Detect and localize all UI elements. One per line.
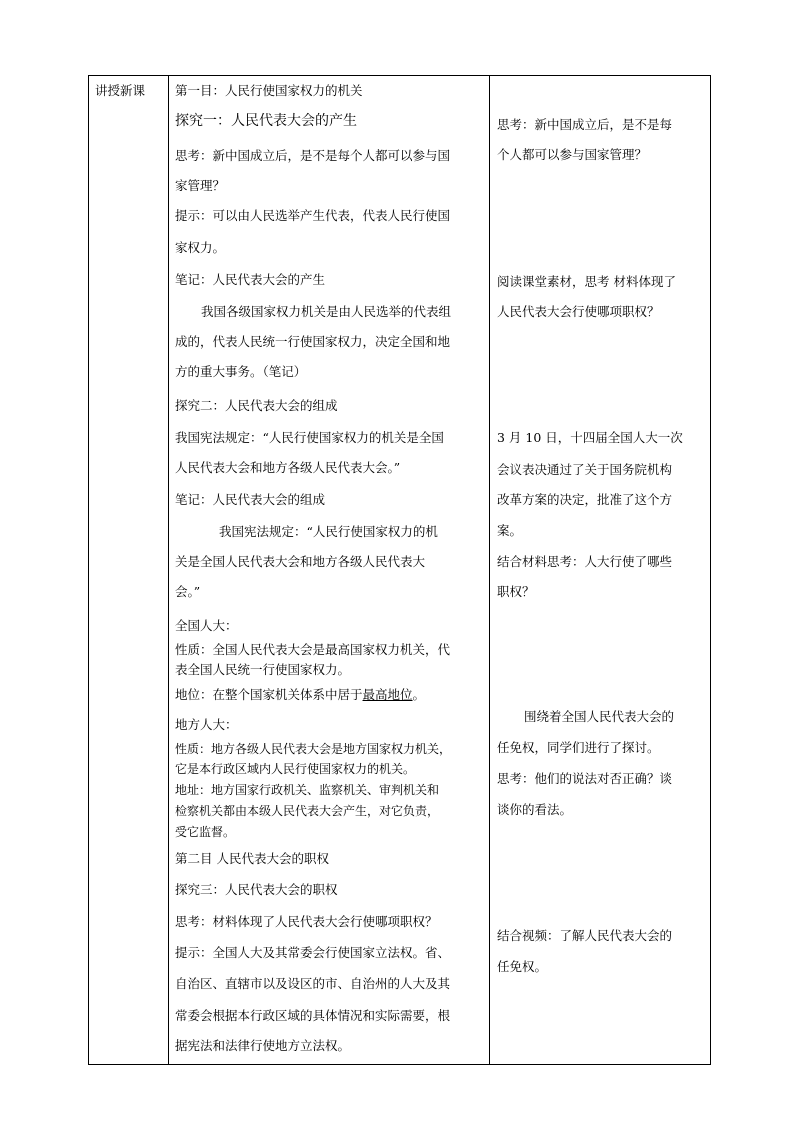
- note-title-2: 笔记：人民代表大会的组成: [175, 492, 326, 507]
- activity-video-cont: 任免权。: [497, 959, 548, 974]
- explore-heading-2: 探究二：人民代表大会的组成: [175, 398, 338, 413]
- think-question-3: 思考：材料体现了人民代表大会行使哪项职权？: [175, 914, 438, 929]
- activity-think-1: 思考：新中国成立后，是不是每: [497, 117, 673, 132]
- activity-material-cont: 会议表决通过了关于国务院机构: [497, 462, 673, 477]
- hint-3-cont: 自治区、直辖市以及设区的市、自治州的人大及其: [175, 976, 451, 991]
- note-body-1-cont: 成的，代表人民统一行使国家权力，决定全国和地: [175, 334, 451, 349]
- section-label-cell: [89, 76, 168, 1064]
- section-label: 讲授新课: [95, 83, 146, 98]
- local-nature: 性质：地方各级人民代表大会是地方国家权力机关，: [175, 742, 452, 756]
- local-nature-cont: 它是本行政区域内人民行使国家权力的机关。: [175, 762, 416, 776]
- activity-discussion-cont: 任免权，同学们进行了探讨。: [497, 740, 660, 755]
- hint-1: 提示：可以由人民选举产生代表，代表人民行使国: [175, 208, 451, 223]
- student-activity-cell: [490, 76, 711, 1064]
- activity-material-cont: 改革方案的决定，批准了这个方: [497, 492, 673, 507]
- npc-nature-cont: 表全国人民统一行使国家权力。: [175, 662, 351, 677]
- npc-heading: 全国人大：: [175, 618, 238, 633]
- explore-heading-3: 探究三：人民代表大会的职权: [175, 882, 338, 897]
- local-status: 地址：地方国家行政机关、监察机关、审判机关和: [175, 783, 440, 797]
- constitution-quote: 我国宪法规定：“人民行使国家权力的机关是全国: [175, 430, 444, 445]
- activity-material: 3 月 10 日，十四届全国人大一次: [497, 430, 683, 445]
- note-body-2: 我国宪法规定：“人民行使国家权力的机: [219, 524, 438, 539]
- constitution-quote-cont: 人民代表大会和地方各级人民代表大会。”: [175, 460, 401, 475]
- npc-status-suffix: 。: [412, 687, 426, 702]
- topic-title-1: 第一目：人民行使国家权力的机关: [175, 83, 363, 98]
- npc-status-prefix: 地位：在整个国家机关体系中居于: [175, 687, 363, 702]
- activity-discussion: 围绕着全国人民代表大会的: [524, 709, 675, 724]
- activity-think-2: 结合材料思考：人大行使了哪些: [497, 554, 673, 569]
- activity-read-material: 阅读课堂素材，思考 材料体现了: [497, 274, 676, 289]
- hint-3-cont: 常委会根据本行政区域的具体情况和实际需要，根: [175, 1008, 451, 1023]
- teaching-content-cell: [169, 76, 489, 1064]
- note-body-2-cont: 会。”: [175, 584, 201, 599]
- activity-think-3: 思考：他们的说法对否正确？谈: [497, 771, 673, 786]
- npc-nature: 性质：全国人民代表大会是最高国家权力机关，代: [175, 642, 451, 657]
- local-status-cont: 受它监督。: [175, 825, 236, 839]
- note-body-1-cont: 方的重大事务。（笔记）: [175, 364, 307, 379]
- hint-1-cont: 家权力。: [175, 240, 226, 255]
- activity-think-1-cont: 个人都可以参与国家管理？: [497, 147, 648, 162]
- think-question-1-cont: 家管理？: [175, 178, 226, 193]
- topic-title-2: 第二目 人民代表大会的职权: [175, 851, 329, 866]
- think-question-1: 思考：新中国成立后，是不是每个人都可以参与国: [175, 148, 451, 163]
- local-congress-heading: 地方人大：: [175, 717, 238, 732]
- activity-think-2-cont: 职权？: [497, 584, 535, 599]
- local-status-cont: 检察机关都由本级人民代表大会产生，对它负责，: [175, 804, 440, 818]
- activity-material-cont: 案。: [497, 523, 523, 538]
- npc-status-emphasis: 最高地位: [362, 687, 413, 702]
- activity-think-3-cont: 谈你的看法。: [497, 802, 573, 817]
- note-body-2-cont: 关是全国人民代表大会和地方各级人民代表大: [175, 554, 426, 569]
- note-title-1: 笔记：人民代表大会的产生: [175, 272, 326, 287]
- explore-heading-1: 探究一：人民代表大会的产生: [175, 113, 357, 129]
- lesson-table: [88, 75, 711, 1065]
- hint-3: 提示：全国人大及其常委会行使国家立法权。省、: [175, 945, 451, 960]
- npc-status: [175, 687, 425, 702]
- activity-read-material-cont: 人民代表大会行使哪项职权？: [497, 304, 660, 319]
- note-body-1: 我国各级国家权力机关是由人民选举的代表组: [201, 304, 452, 319]
- activity-video: 结合视频：了解人民代表大会的: [497, 928, 673, 943]
- hint-3-cont: 据宪法和法律行使地方立法权。: [175, 1038, 351, 1053]
